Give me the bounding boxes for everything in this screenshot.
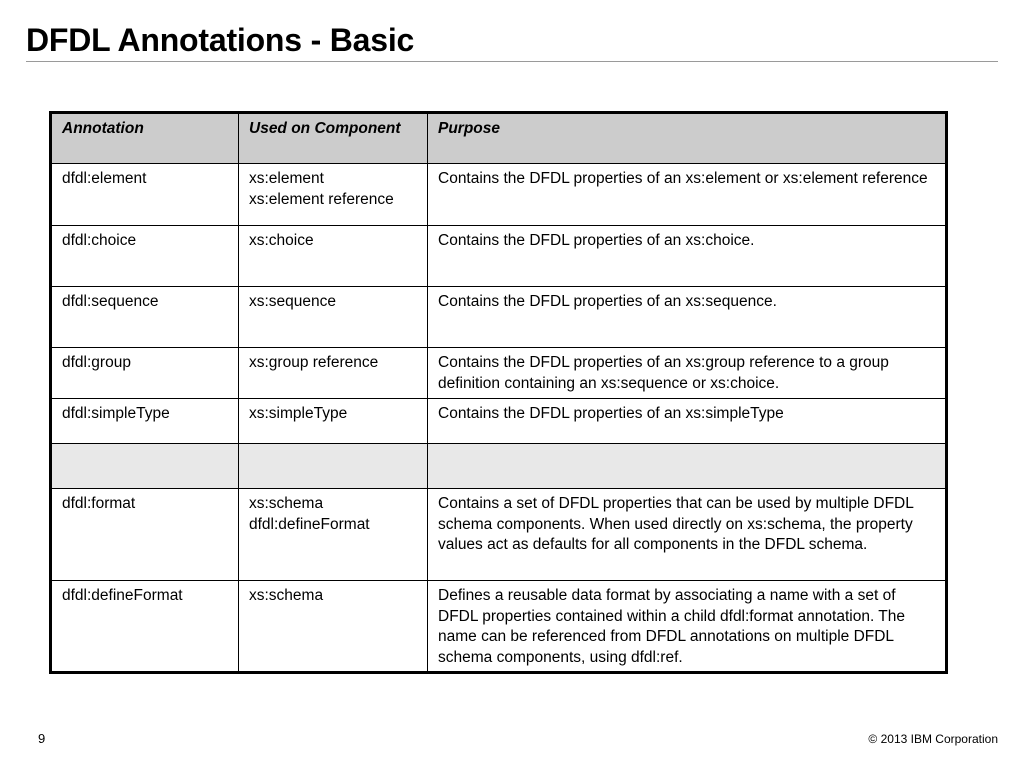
table-row (51, 348, 947, 399)
used-on-line: xs:group reference (249, 354, 379, 371)
used-on-cell (239, 489, 428, 581)
header-row (51, 113, 947, 164)
used-on-line: xs:simpleType (249, 405, 348, 422)
table-row (51, 164, 947, 226)
used-on-cell (239, 287, 428, 348)
purpose-cell (428, 444, 947, 489)
used-on-line: xs:sequence (249, 293, 337, 310)
table-row (51, 287, 947, 348)
annotation-cell (51, 444, 239, 489)
page-title: DFDL Annotations - Basic (26, 22, 415, 58)
used-on-cell (239, 226, 428, 287)
table-row (51, 226, 947, 287)
header-used-on-component: Used on Component (239, 113, 428, 164)
annotation-cell: dfdl:simpleType (51, 399, 239, 444)
purpose-cell: Contains the DFDL properties of an xs:group reference to a group definition containing an xs:sequence or xs:choice. (428, 348, 947, 399)
purpose-cell: Defines a reusable data format by associating a name with a set of DFDL properties contained within a child dfdl:format annotation. The name can be referenced from DFDL annotations on multiple DFDL schema components, using dfdl:ref. (428, 581, 947, 673)
page-number: 9 (38, 731, 46, 746)
header-purpose: Purpose (428, 113, 947, 164)
used-on-cell (239, 348, 428, 399)
annotation-cell: dfdl:choice (51, 226, 239, 287)
table-header (51, 113, 947, 164)
title-divider (26, 61, 998, 62)
purpose-cell: Contains a set of DFDL properties that can be used by multiple DFDL schema components. When used directly on xs:schema, the property values act as defaults for all components in the DFDL schema. (428, 489, 947, 581)
purpose-cell: Contains the DFDL properties of an xs:choice. (428, 226, 947, 287)
used-on-cell (239, 399, 428, 444)
annotation-cell: dfdl:defineFormat (51, 581, 239, 673)
table-row (51, 581, 947, 673)
used-on-line: xs:choice (249, 232, 314, 249)
annotation-cell: dfdl:element (51, 164, 239, 226)
table-body (51, 164, 947, 673)
annotation-cell: dfdl:format (51, 489, 239, 581)
purpose-cell: Contains the DFDL properties of an xs:element or xs:element reference (428, 164, 947, 226)
table-row (51, 489, 947, 581)
annotation-cell: dfdl:sequence (51, 287, 239, 348)
used-on-line: xs:element reference (249, 190, 394, 208)
table-row (51, 399, 947, 444)
annotation-cell: dfdl:group (51, 348, 239, 399)
used-on-line: dfdl:defineFormat (249, 515, 370, 533)
used-on-line: xs:schema (249, 495, 324, 512)
purpose-cell: Contains the DFDL properties of an xs:sequence. (428, 287, 947, 348)
used-on-cell (239, 444, 428, 489)
blank-separator-row (51, 444, 947, 489)
used-on-line: xs:schema (249, 587, 324, 604)
used-on-cell (239, 164, 428, 226)
used-on-cell (239, 581, 428, 673)
purpose-cell: Contains the DFDL properties of an xs:simpleType (428, 399, 947, 444)
copyright-notice: © 2013 IBM Corporation (868, 732, 998, 746)
annotations-table (49, 111, 948, 674)
used-on-line: xs:element (249, 170, 324, 187)
header-annotation: Annotation (51, 113, 239, 164)
